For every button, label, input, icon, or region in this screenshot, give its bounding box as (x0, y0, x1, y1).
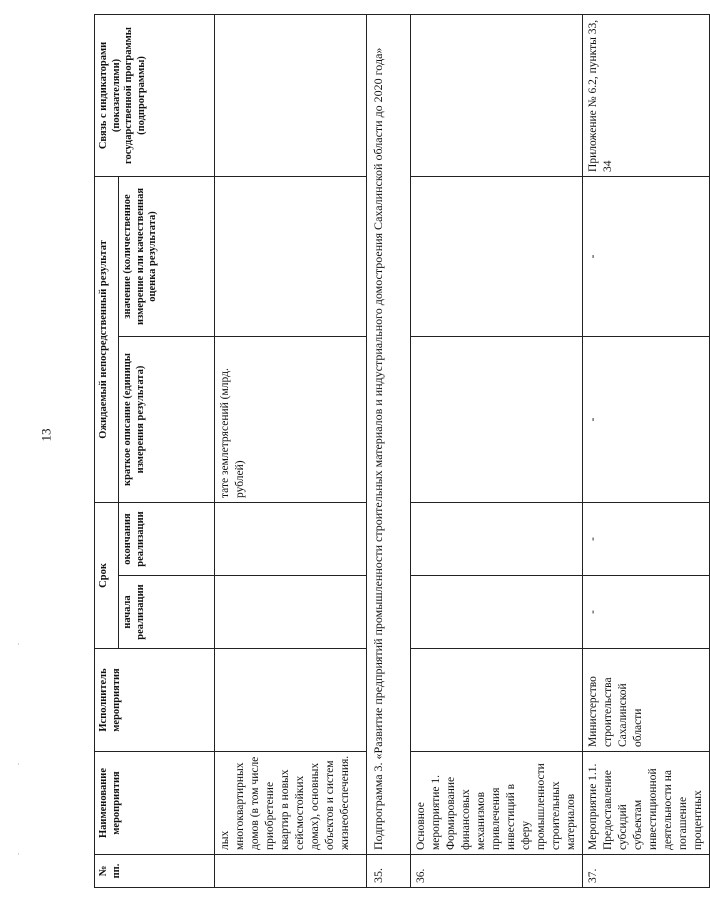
cell-executor (411, 649, 583, 752)
cell-name: Мероприятие 1.1. Предоставление субсидий субъектам инвестиционной деятельности на погашение процентных (583, 752, 710, 855)
table-row (411, 14, 583, 887)
table-row (583, 14, 710, 887)
scan-artifact: · (15, 762, 24, 766)
cell-desc (411, 336, 583, 502)
scan-artifact: · (15, 642, 24, 646)
cell-start (215, 576, 367, 649)
header-num: № пп. (95, 855, 215, 888)
activities-table (94, 14, 710, 888)
cell-link: Приложение № 6.2, пункты 33, 34 (583, 14, 710, 176)
cell-end (411, 502, 583, 575)
cell-executor: Министерство строительства Сахалинской области (583, 649, 710, 752)
cell-end (215, 502, 367, 575)
cell-executor (215, 649, 367, 752)
cell-name: Основное мероприятие 1. Формирование финансовых механизмов привлечения инвестиций в сферу промышленности строительных материалов (411, 752, 583, 855)
cell-link (215, 14, 367, 176)
header-row-1 (95, 14, 119, 887)
table-sheet (94, 15, 704, 888)
cell-link (411, 14, 583, 176)
header-result: Ожидаемый непосредственный результат (95, 176, 119, 502)
cell-end: - (583, 502, 710, 575)
rotated-table-wrapper (94, 15, 704, 888)
header-term-end: окончания реализации (119, 502, 215, 575)
cell-value: - (583, 176, 710, 336)
header-result-value: значение (количественное измерение или качественная оценка результата) (119, 176, 215, 336)
header-term-start: начала реализации (119, 576, 215, 649)
cell-desc: - (583, 336, 710, 502)
cell-num: 36. (411, 855, 583, 888)
scan-artifact: · (15, 852, 24, 856)
cell-name: лых многоквартирных домов (в том числе приобретение квартир в новых сейсмостойких домах), основных объектов и систем жизнеобеспечения. (215, 752, 367, 855)
cell-start: - (583, 576, 710, 649)
header-term: Срок (95, 502, 119, 648)
header-result-desc: краткое описание (единицы измерения результата) (119, 336, 215, 502)
header-name: Наименование мероприятия (95, 752, 215, 855)
cell-desc: тате землетрясений (млрд. рублей) (215, 336, 367, 502)
cell-num (215, 855, 367, 888)
table-row (215, 14, 367, 887)
header-link: Связь с индикаторами (показателями) государственной программы (подпрограммы) (95, 14, 215, 176)
subprogram-title: Подпрограмма 3. «Развитие предприятий промышленности строительных материалов и индустриального домостроения Сахалинской области до 2020 года» (367, 14, 411, 854)
cell-value (411, 176, 583, 336)
header-executor: Исполнитель мероприятия (95, 649, 215, 752)
table-row-section (367, 14, 411, 887)
cell-num: 37. (583, 855, 710, 888)
cell-start (411, 576, 583, 649)
cell-num: 35. (367, 855, 411, 888)
cell-value (215, 176, 367, 336)
page-number: 13 (38, 428, 54, 442)
